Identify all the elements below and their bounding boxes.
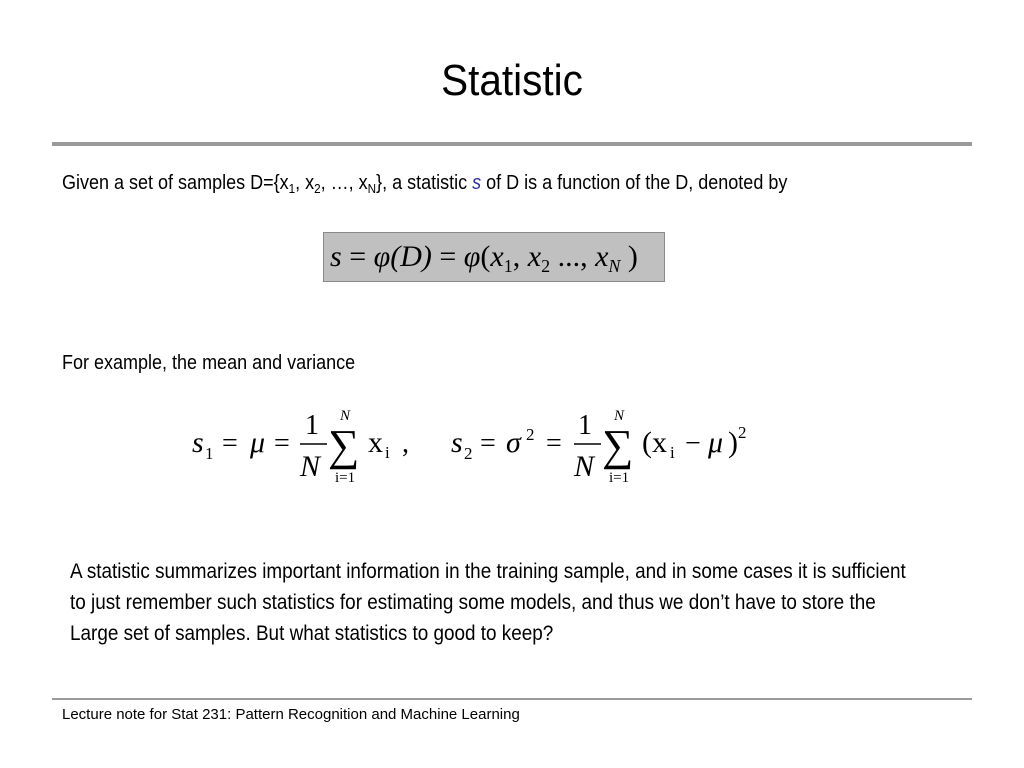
mean-sum-sign: ∑: [328, 421, 360, 470]
variance-close: ): [728, 426, 738, 459]
footer-divider: [52, 698, 972, 700]
variance-equals-2: =: [546, 428, 562, 459]
mean-comma: ,: [402, 428, 409, 459]
example-sentence: For example, the mean and variance: [62, 352, 356, 374]
variance-lhs-sub: 2: [464, 444, 473, 463]
paragraph-line: to just remember such statistics for estimating some models, and thus we don’t have to store the: [70, 591, 876, 614]
mean-term-sub: i: [385, 443, 390, 462]
mean-equals-2: =: [274, 428, 290, 459]
slide-title: Statistic: [441, 56, 583, 105]
variance-lhs: s: [451, 426, 463, 459]
variance-mu: μ: [708, 426, 724, 459]
variance-open: (x: [642, 426, 667, 459]
paragraph-line: Large set of samples. But what statistics to good to keep?: [70, 622, 554, 645]
mean-lhs-sub: 1: [205, 444, 214, 463]
variance-formula: [451, 408, 747, 486]
mean-equals: =: [222, 428, 238, 459]
statistic-symbol: s: [472, 172, 482, 194]
variance-power: 2: [526, 425, 535, 444]
variance-numerator: 1: [578, 410, 592, 441]
variance-sum-lower: i=1: [609, 470, 630, 486]
variance-equals: =: [480, 428, 496, 459]
mean-sum-lower: i=1: [335, 470, 356, 486]
mean-formula: [192, 408, 409, 486]
title-divider: [52, 142, 972, 146]
mean-lhs: s: [192, 426, 204, 459]
summary-paragraph: [70, 556, 997, 649]
mean-sum-upper: N: [340, 408, 351, 424]
variance-outer-power: 2: [738, 423, 747, 442]
mean-denominator: N: [300, 450, 321, 483]
mean-mu: μ: [250, 426, 266, 459]
variance-sum-sign: ∑: [602, 421, 634, 470]
footer-text: Lecture note for Stat 231: Pattern Recognition and Machine Learning: [62, 706, 520, 723]
mean-term: x: [368, 426, 383, 459]
mean-numerator: 1: [305, 410, 319, 441]
variance-term-sub: i: [670, 443, 675, 462]
variance-sigma: σ: [506, 426, 521, 459]
mean-variance-formulas: [180, 400, 780, 490]
definition-formula: $s = \varphi(D) = \varphi(x_1$, $x_2$ ..., $x_N$ ): [323, 232, 665, 282]
paragraph-line: A statistic summarizes important information in the training sample, and in some cases it is sufficient: [70, 560, 906, 583]
variance-sum-upper: N: [614, 408, 625, 424]
intro-sentence: Given a set of samples $D=\{x_1$, $x_2$, …, $x_N$}, a statistic s of D is a function of the D, denoted by: [62, 172, 788, 196]
variance-minus: −: [685, 428, 701, 459]
variance-denominator: N: [574, 450, 595, 483]
